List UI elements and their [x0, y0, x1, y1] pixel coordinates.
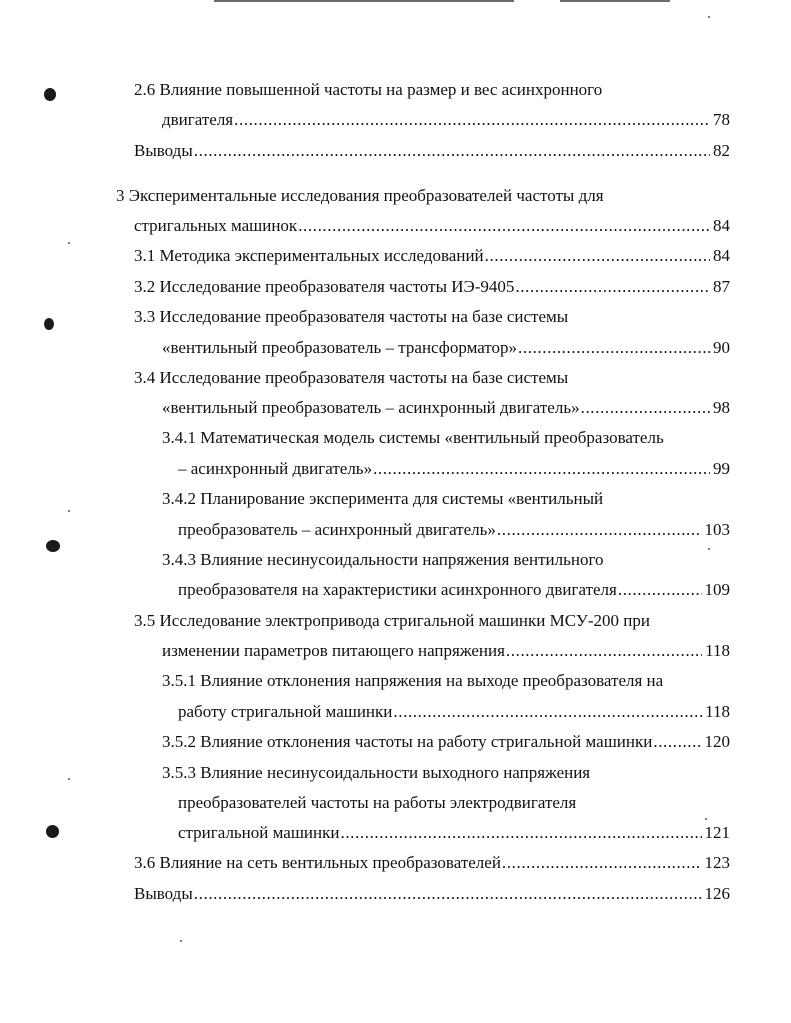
toc-entry [134, 883, 730, 905]
scan-speck [68, 778, 70, 780]
toc-entry [162, 640, 730, 662]
toc-chapter-heading: 3 Экспериментальные исследования преобразователей частоты для [116, 186, 604, 205]
scan-speck [708, 548, 710, 550]
toc-entry-title: 3.2 Исследование преобразователя частоты ИЭ-9405 [134, 277, 515, 296]
scan-speck [68, 510, 70, 512]
toc-line: 3.5 Исследование электропривода стригальной машинки МСУ-200 при [134, 611, 650, 630]
toc-entry [178, 822, 730, 844]
toc-entry-page: 123 [704, 853, 730, 872]
toc-line: 3.4.1 Математическая модель системы «вентильный преобразователь [162, 428, 664, 447]
toc-entry-title: 3.1 Методика экспериментальных исследований [134, 246, 484, 265]
toc-entry-page: 118 [705, 702, 730, 721]
toc-entry-title: «вентильный преобразователь – трансформатор» [162, 338, 518, 357]
toc-line: 2.6 Влияние повышенной частоты на размер и вес асинхронного [134, 80, 603, 99]
toc-line: преобразователей частоты на работы электродвигателя [178, 793, 577, 812]
toc-entry [134, 215, 730, 237]
toc-entry-page: 103 [704, 520, 730, 539]
toc-line: 3.5.1 Влияние отклонения напряжения на выходе преобразователя на [162, 671, 664, 690]
toc-entry-title: стригальной машинки [178, 823, 340, 842]
toc-entry [162, 337, 730, 359]
punch-hole-mark [44, 88, 56, 101]
toc-line: 3.5.3 Влияние несинусоидальности выходного напряжения [162, 763, 591, 782]
toc-entry [162, 731, 730, 753]
toc-entry-page: 84 [713, 246, 730, 265]
toc-entry-title: Выводы [134, 141, 193, 160]
toc-entry [134, 140, 730, 162]
toc-entry [162, 397, 730, 419]
punch-hole-mark [44, 318, 54, 330]
toc-entry-title: «вентильный преобразователь – асинхронный двигатель» [162, 398, 580, 417]
toc-line: 3.3 Исследование преобразователя частоты на базе системы [134, 307, 569, 326]
toc-entry-page: 87 [713, 277, 730, 296]
toc-entry-title: преобразователь – асинхронный двигатель» [178, 520, 496, 539]
toc-entry [134, 245, 730, 267]
toc-entry-page: 82 [713, 141, 730, 160]
toc-line: 3.4.2 Планирование эксперимента для системы «вентильный [162, 489, 604, 508]
toc-entry-title: – асинхронный двигатель» [178, 459, 373, 478]
scan-speck [68, 242, 70, 244]
scan-speck [708, 16, 710, 18]
toc-entry [134, 276, 730, 298]
toc-entry-page: 90 [713, 338, 730, 357]
toc-entry-page: 84 [713, 216, 730, 235]
toc-line: 3.4.3 Влияние несинусоидальности напряжения вентильного [162, 550, 604, 569]
toc-entry-title: двигателя [162, 110, 234, 129]
toc-entry [178, 458, 730, 480]
toc-entry-page: 118 [705, 641, 730, 660]
toc-entry-title: Выводы [134, 884, 193, 903]
toc-entry-title: 3.6 Влияние на сеть вентильных преобразователей [134, 853, 501, 872]
toc-entry-title: изменении параметров питающего напряжения [162, 641, 505, 660]
toc-entry-title: 3.5.2 Влияние отклонения частоты на работу стригальной машинки [162, 732, 653, 751]
toc-entry-title: работу стригальной машинки [178, 702, 393, 721]
scan-speck [180, 940, 182, 942]
toc-entry [178, 701, 730, 723]
toc-entry-page: 120 [704, 732, 730, 751]
punch-hole-mark [46, 825, 59, 838]
toc-entry-page: 98 [713, 398, 730, 417]
scan-speck [705, 818, 707, 820]
toc-entry [162, 109, 730, 131]
punch-hole-mark [46, 540, 60, 552]
toc-entry-page: 99 [713, 459, 730, 478]
toc-entry-page: 78 [713, 110, 730, 129]
toc-entry-page: 109 [704, 580, 730, 599]
toc-line: 3.4 Исследование преобразователя частоты на базе системы [134, 368, 569, 387]
scan-artifact-top [214, 0, 514, 2]
toc-entry [134, 852, 730, 874]
toc-entry-page: 126 [704, 884, 730, 903]
scan-artifact-top-right [560, 0, 670, 2]
toc-entry [178, 579, 730, 601]
toc-entry [178, 519, 730, 541]
toc-entry-page: 121 [704, 823, 730, 842]
toc-entry-title: преобразователя на характеристики асинхронного двигателя [178, 580, 617, 599]
toc-entry-title: стригальных машинок [134, 216, 298, 235]
